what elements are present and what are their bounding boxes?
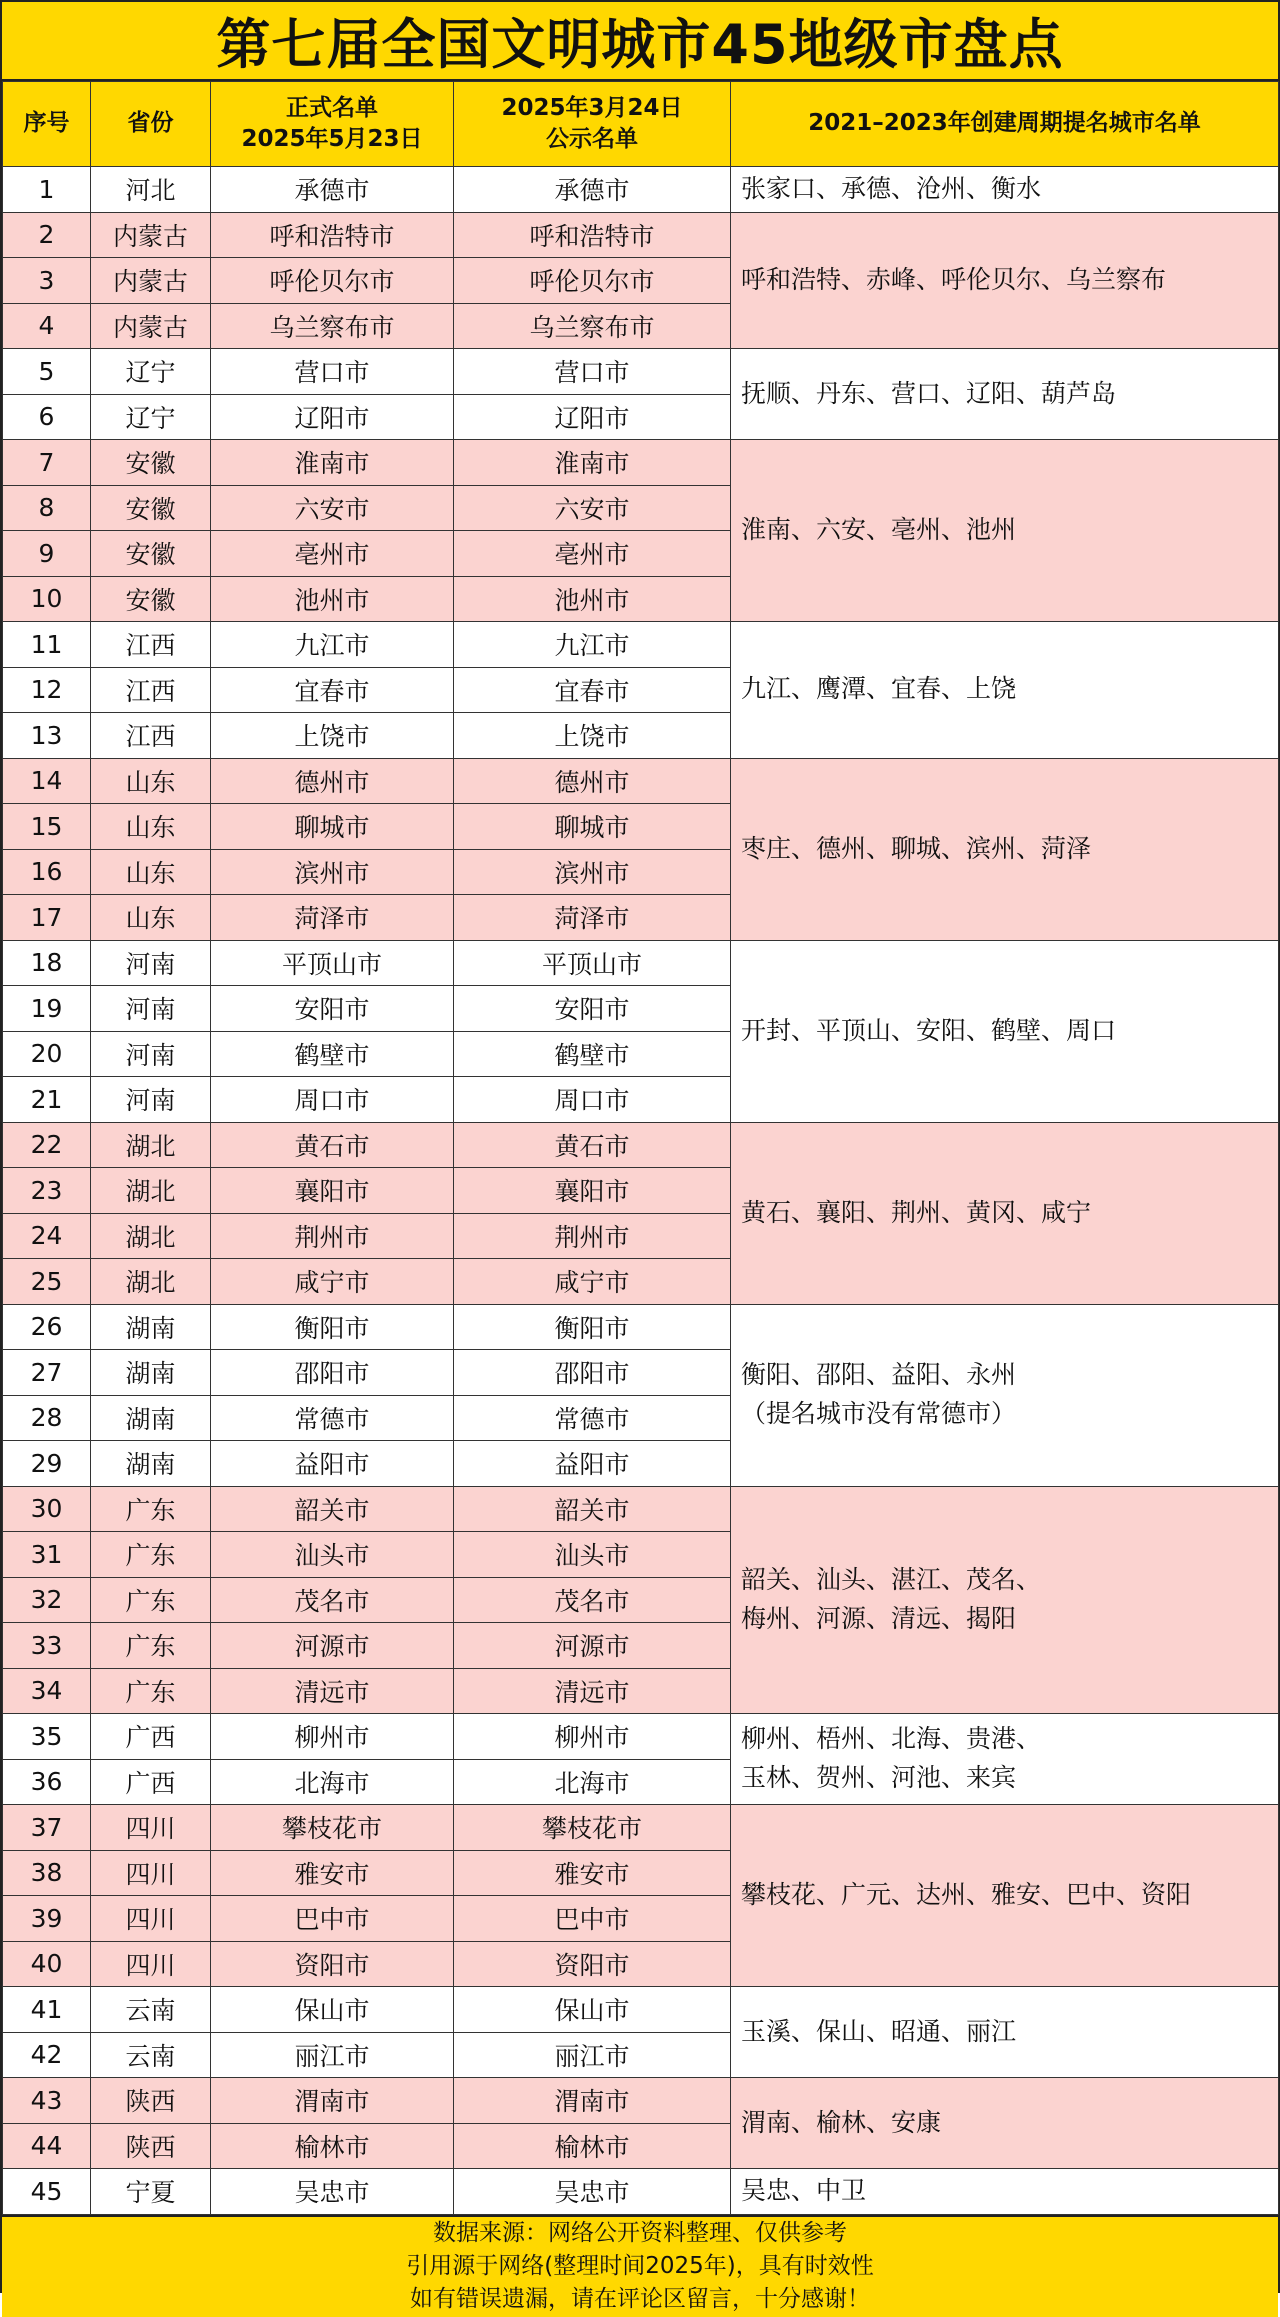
cell-official-city: 榆林市 [211, 2123, 454, 2169]
cell-nominee-cities: 淮南、六安、亳州、池州 [731, 440, 1279, 622]
cell-official-city: 菏泽市 [211, 895, 454, 941]
cell-official-city: 咸宁市 [211, 1259, 454, 1305]
cell-official-city: 鹤壁市 [211, 1031, 454, 1077]
header-index: 序号 [3, 82, 91, 167]
cell-public-city: 攀枝花市 [454, 1805, 731, 1851]
cell-index: 16 [3, 849, 91, 895]
cell-official-city: 九江市 [211, 622, 454, 668]
cell-province: 广东 [91, 1486, 211, 1532]
cell-public-city: 襄阳市 [454, 1168, 731, 1214]
cell-public-city: 河源市 [454, 1623, 731, 1669]
cell-nominee-cities: 柳州、梧州、北海、贵港、 玉林、贺州、河池、来宾 [731, 1714, 1279, 1805]
table-row [3, 167, 1279, 213]
table-row [3, 1714, 1279, 1760]
cell-province: 辽宁 [91, 394, 211, 440]
cell-nominee-cities: 枣庄、德州、聊城、滨州、菏泽 [731, 758, 1279, 940]
table-row [3, 1987, 1279, 2033]
cell-province: 湖南 [91, 1395, 211, 1441]
cell-public-city: 池州市 [454, 576, 731, 622]
header-official-list [211, 82, 454, 167]
cell-official-city: 滨州市 [211, 849, 454, 895]
cell-index: 26 [3, 1304, 91, 1350]
cell-public-city: 营口市 [454, 349, 731, 395]
cell-index: 20 [3, 1031, 91, 1077]
cell-official-city: 巴中市 [211, 1896, 454, 1942]
cell-public-city: 德州市 [454, 758, 731, 804]
cell-index: 28 [3, 1395, 91, 1441]
cell-official-city: 荆州市 [211, 1213, 454, 1259]
cell-index: 10 [3, 576, 91, 622]
cell-official-city: 池州市 [211, 576, 454, 622]
cell-province: 湖北 [91, 1259, 211, 1305]
cell-province: 安徽 [91, 531, 211, 577]
cell-public-city: 滨州市 [454, 849, 731, 895]
cell-province: 江西 [91, 713, 211, 759]
cell-province: 宁夏 [91, 2169, 211, 2215]
cell-official-city: 雅安市 [211, 1850, 454, 1896]
cell-nominee-cities: 韶关、汕头、湛江、茂名、 梅州、河源、清远、揭阳 [731, 1486, 1279, 1714]
cell-index: 17 [3, 895, 91, 941]
cell-nominee-cities: 玉溪、保山、昭通、丽江 [731, 1987, 1279, 2078]
cell-province: 江西 [91, 667, 211, 713]
cell-province: 安徽 [91, 485, 211, 531]
cell-province: 湖南 [91, 1441, 211, 1487]
cell-province: 内蒙古 [91, 258, 211, 304]
page-title: 第七届全国文明城市45地级市盘点 [2, 2, 1278, 81]
cell-province: 安徽 [91, 440, 211, 486]
table-row [3, 440, 1279, 486]
cell-province: 山东 [91, 849, 211, 895]
cell-province: 河南 [91, 1077, 211, 1123]
cell-index: 4 [3, 303, 91, 349]
cell-official-city: 六安市 [211, 485, 454, 531]
cell-public-city: 黄石市 [454, 1122, 731, 1168]
cell-official-city: 茂名市 [211, 1577, 454, 1623]
cell-official-city: 德州市 [211, 758, 454, 804]
cell-public-city: 承德市 [454, 167, 731, 213]
cell-public-city: 荆州市 [454, 1213, 731, 1259]
cell-official-city: 安阳市 [211, 986, 454, 1032]
cell-official-city: 汕头市 [211, 1532, 454, 1578]
cell-public-city: 柳州市 [454, 1714, 731, 1760]
cell-province: 内蒙古 [91, 303, 211, 349]
cell-official-city: 襄阳市 [211, 1168, 454, 1214]
cell-index: 12 [3, 667, 91, 713]
cell-public-city: 呼伦贝尔市 [454, 258, 731, 304]
cell-province: 河南 [91, 940, 211, 986]
cell-province: 广西 [91, 1714, 211, 1760]
cell-province: 江西 [91, 622, 211, 668]
header-official-line2: 2025年5月23日 [241, 126, 423, 152]
cell-index: 19 [3, 986, 91, 1032]
cell-province: 湖北 [91, 1213, 211, 1259]
cell-official-city: 周口市 [211, 1077, 454, 1123]
table-row [3, 1486, 1279, 1532]
cell-index: 38 [3, 1850, 91, 1896]
cell-public-city: 上饶市 [454, 713, 731, 759]
cell-public-city: 保山市 [454, 1987, 731, 2033]
cell-index: 1 [3, 167, 91, 213]
footer-line-source: 数据来源：网络公开资料整理、仅供参考 [433, 2219, 847, 2246]
cell-official-city: 衡阳市 [211, 1304, 454, 1350]
cell-index: 27 [3, 1350, 91, 1396]
cell-index: 9 [3, 531, 91, 577]
cell-nominee-cities: 九江、鹰潭、宜春、上饶 [731, 622, 1279, 759]
cell-province: 湖北 [91, 1168, 211, 1214]
cell-public-city: 六安市 [454, 485, 731, 531]
cell-index: 31 [3, 1532, 91, 1578]
cell-public-city: 吴忠市 [454, 2169, 731, 2215]
cell-official-city: 平顶山市 [211, 940, 454, 986]
cell-official-city: 亳州市 [211, 531, 454, 577]
cell-province: 广西 [91, 1759, 211, 1805]
cell-public-city: 榆林市 [454, 2123, 731, 2169]
cell-public-city: 辽阳市 [454, 394, 731, 440]
cell-index: 14 [3, 758, 91, 804]
cell-province: 四川 [91, 1850, 211, 1896]
cell-official-city: 淮南市 [211, 440, 454, 486]
table-row [3, 1805, 1279, 1851]
cell-public-city: 韶关市 [454, 1486, 731, 1532]
table-header-row [3, 82, 1279, 167]
cell-nominee-cities: 渭南、榆林、安康 [731, 2078, 1279, 2169]
table-row [3, 212, 1279, 258]
cell-official-city: 常德市 [211, 1395, 454, 1441]
table-row [3, 758, 1279, 804]
cell-public-city: 平顶山市 [454, 940, 731, 986]
cell-public-city: 邵阳市 [454, 1350, 731, 1396]
cell-official-city: 呼和浩特市 [211, 212, 454, 258]
table-body [3, 167, 1279, 2215]
cell-official-city: 黄石市 [211, 1122, 454, 1168]
cell-official-city: 益阳市 [211, 1441, 454, 1487]
cell-nominee-cities: 黄石、襄阳、荆州、黄冈、咸宁 [731, 1122, 1279, 1304]
table-row [3, 1304, 1279, 1350]
cell-official-city: 吴忠市 [211, 2169, 454, 2215]
cell-province: 广东 [91, 1577, 211, 1623]
cell-public-city: 益阳市 [454, 1441, 731, 1487]
cell-public-city: 淮南市 [454, 440, 731, 486]
cell-public-city: 汕头市 [454, 1532, 731, 1578]
cell-official-city: 资阳市 [211, 1941, 454, 1987]
cell-nominee-cities: 吴忠、中卫 [731, 2169, 1279, 2215]
cell-public-city: 清远市 [454, 1668, 731, 1714]
cell-province: 河南 [91, 986, 211, 1032]
cell-public-city: 九江市 [454, 622, 731, 668]
cell-public-city: 巴中市 [454, 1896, 731, 1942]
cell-province: 四川 [91, 1941, 211, 1987]
cell-province: 湖南 [91, 1304, 211, 1350]
cell-province: 广东 [91, 1532, 211, 1578]
cell-province: 河北 [91, 167, 211, 213]
cell-index: 42 [3, 2032, 91, 2078]
cell-province: 山东 [91, 758, 211, 804]
cell-public-city: 菏泽市 [454, 895, 731, 941]
table-row [3, 940, 1279, 986]
cell-official-city: 渭南市 [211, 2078, 454, 2124]
cell-official-city: 北海市 [211, 1759, 454, 1805]
cell-nominee-cities: 衡阳、邵阳、益阳、永州 （提名城市没有常德市） [731, 1304, 1279, 1486]
footer-notes [2, 2215, 1278, 2317]
cell-index: 25 [3, 1259, 91, 1305]
cell-index: 45 [3, 2169, 91, 2215]
cell-nominee-cities: 呼和浩特、赤峰、呼伦贝尔、乌兰察布 [731, 212, 1279, 349]
cell-public-city: 聊城市 [454, 804, 731, 850]
cell-official-city: 乌兰察布市 [211, 303, 454, 349]
table-row [3, 2169, 1279, 2215]
cell-public-city: 呼和浩特市 [454, 212, 731, 258]
cell-index: 33 [3, 1623, 91, 1669]
cell-index: 5 [3, 349, 91, 395]
cell-index: 40 [3, 1941, 91, 1987]
cell-index: 35 [3, 1714, 91, 1760]
cities-table [2, 81, 1279, 2215]
cell-province: 陕西 [91, 2123, 211, 2169]
cell-province: 湖北 [91, 1122, 211, 1168]
cell-nominee-cities: 抚顺、丹东、营口、辽阳、葫芦岛 [731, 349, 1279, 440]
header-public-line2: 公示名单 [546, 126, 638, 152]
footer-line-feedback: 如有错误遗漏，请在评论区留言，十分感谢！ [410, 2286, 870, 2313]
cell-province: 广东 [91, 1623, 211, 1669]
cell-nominee-cities: 攀枝花、广元、达州、雅安、巴中、资阳 [731, 1805, 1279, 1987]
header-province: 省份 [91, 82, 211, 167]
cell-province: 内蒙古 [91, 212, 211, 258]
cell-index: 34 [3, 1668, 91, 1714]
table-row [3, 1122, 1279, 1168]
cell-public-city: 衡阳市 [454, 1304, 731, 1350]
header-public-line1: 2025年3月24日 [501, 94, 683, 121]
cell-official-city: 承德市 [211, 167, 454, 213]
cell-index: 29 [3, 1441, 91, 1487]
header-nominees: 2021–2023年创建周期提名城市名单 [731, 82, 1279, 167]
cell-official-city: 辽阳市 [211, 394, 454, 440]
cell-province: 山东 [91, 895, 211, 941]
cell-official-city: 邵阳市 [211, 1350, 454, 1396]
cell-index: 44 [3, 2123, 91, 2169]
cell-index: 18 [3, 940, 91, 986]
cell-official-city: 丽江市 [211, 2032, 454, 2078]
cell-public-city: 常德市 [454, 1395, 731, 1441]
cell-index: 22 [3, 1122, 91, 1168]
cell-index: 3 [3, 258, 91, 304]
cell-index: 7 [3, 440, 91, 486]
cell-index: 37 [3, 1805, 91, 1851]
cell-index: 6 [3, 394, 91, 440]
cell-index: 43 [3, 2078, 91, 2124]
cell-public-city: 周口市 [454, 1077, 731, 1123]
cell-public-city: 茂名市 [454, 1577, 731, 1623]
cell-official-city: 韶关市 [211, 1486, 454, 1532]
cell-province: 四川 [91, 1805, 211, 1851]
cell-province: 湖南 [91, 1350, 211, 1396]
cell-province: 山东 [91, 804, 211, 850]
cell-province: 辽宁 [91, 349, 211, 395]
cell-index: 21 [3, 1077, 91, 1123]
cell-official-city: 聊城市 [211, 804, 454, 850]
cell-index: 39 [3, 1896, 91, 1942]
cell-province: 云南 [91, 2032, 211, 2078]
cell-public-city: 宜春市 [454, 667, 731, 713]
cell-nominee-cities: 开封、平顶山、安阳、鹤壁、周口 [731, 940, 1279, 1122]
cell-public-city: 乌兰察布市 [454, 303, 731, 349]
cell-official-city: 呼伦贝尔市 [211, 258, 454, 304]
header-public-list [454, 82, 731, 167]
cell-official-city: 上饶市 [211, 713, 454, 759]
cell-public-city: 丽江市 [454, 2032, 731, 2078]
cell-index: 36 [3, 1759, 91, 1805]
cell-official-city: 保山市 [211, 1987, 454, 2033]
cell-province: 河南 [91, 1031, 211, 1077]
cell-index: 30 [3, 1486, 91, 1532]
cell-public-city: 渭南市 [454, 2078, 731, 2124]
table-row [3, 622, 1279, 668]
cell-public-city: 咸宁市 [454, 1259, 731, 1305]
cell-official-city: 柳州市 [211, 1714, 454, 1760]
cell-public-city: 雅安市 [454, 1850, 731, 1896]
cell-index: 24 [3, 1213, 91, 1259]
cell-index: 2 [3, 212, 91, 258]
cell-public-city: 鹤壁市 [454, 1031, 731, 1077]
cell-index: 15 [3, 804, 91, 850]
cell-province: 广东 [91, 1668, 211, 1714]
cell-index: 32 [3, 1577, 91, 1623]
cell-official-city: 宜春市 [211, 667, 454, 713]
cell-province: 云南 [91, 1987, 211, 2033]
cell-province: 四川 [91, 1896, 211, 1942]
cell-official-city: 清远市 [211, 1668, 454, 1714]
cell-public-city: 资阳市 [454, 1941, 731, 1987]
cell-index: 41 [3, 1987, 91, 2033]
header-official-line1: 正式名单 [286, 94, 378, 121]
cell-index: 11 [3, 622, 91, 668]
cell-province: 安徽 [91, 576, 211, 622]
cell-official-city: 河源市 [211, 1623, 454, 1669]
table-row [3, 349, 1279, 395]
cell-public-city: 亳州市 [454, 531, 731, 577]
cell-nominee-cities: 张家口、承德、沧州、衡水 [731, 167, 1279, 213]
cell-official-city: 营口市 [211, 349, 454, 395]
cell-index: 23 [3, 1168, 91, 1214]
cell-official-city: 攀枝花市 [211, 1805, 454, 1851]
cell-index: 13 [3, 713, 91, 759]
table-row [3, 2078, 1279, 2124]
cell-index: 8 [3, 485, 91, 531]
footer-line-timeliness: 引用源于网络(整理时间2025年)，具有时效性 [406, 2252, 874, 2279]
cell-public-city: 安阳市 [454, 986, 731, 1032]
cell-province: 陕西 [91, 2078, 211, 2124]
cell-public-city: 北海市 [454, 1759, 731, 1805]
